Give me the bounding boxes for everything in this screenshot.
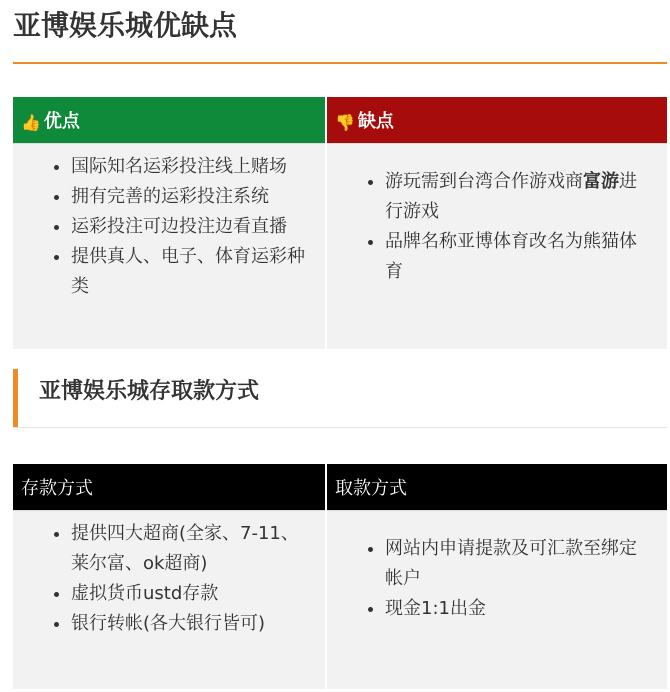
thumbs-up-icon: 👍 — [21, 113, 41, 132]
withdraw-header: 取款方式 — [326, 464, 667, 511]
list-item: • 提供四大超商(全家、7-11、莱尔富、ok超商) — [71, 519, 307, 579]
pros-header — [13, 97, 326, 144]
list-item — [385, 167, 649, 227]
list-item: • 虚拟货币ustd存款 — [71, 579, 307, 609]
list-item-text: 品牌名称亚博体育改名为熊猫体育 — [385, 231, 637, 282]
list-item: • 国际知名运彩投注线上赌场 — [71, 152, 307, 182]
pros-cons-table — [13, 97, 667, 349]
cons-header — [326, 97, 667, 144]
thumbs-down-icon: 👎 — [335, 113, 355, 132]
withdraw-cell — [326, 511, 667, 689]
pros-list — [13, 144, 325, 302]
list-item: • 银行转帐(各大银行皆可) — [71, 609, 307, 639]
deposit-header: 存款方式 — [13, 464, 326, 511]
list-item-bold: 富游 — [583, 171, 619, 192]
payment-methods-table — [13, 464, 667, 689]
cons-cell — [326, 144, 667, 349]
deposit-cell — [13, 511, 326, 689]
list-item: • 拥有完善的运彩投注系统 — [71, 182, 307, 212]
section-heading — [13, 369, 667, 428]
list-item — [385, 227, 649, 287]
deposit-list — [13, 511, 325, 639]
cons-list — [327, 144, 667, 287]
withdraw-list — [327, 511, 667, 624]
list-item: • 网站内申请提款及可汇款至绑定帐户 — [385, 534, 649, 594]
list-item: • 运彩投注可边投注边看直播 — [71, 212, 307, 242]
list-item-text: 游玩需到台湾合作游戏商 — [385, 171, 583, 192]
section-title: 亚博娱乐城存取款方式 — [39, 379, 260, 404]
list-item-text: 进行游戏 — [385, 171, 637, 222]
list-item: • 现金1:1出金 — [385, 594, 649, 624]
pros-header-label: 优点 — [43, 111, 80, 132]
section-accent-bar — [13, 369, 18, 427]
list-item: • 提供真人、电子、体育运彩种类 — [71, 242, 307, 302]
title-divider — [13, 62, 667, 64]
cons-header-label: 缺点 — [357, 111, 394, 132]
pros-cell — [13, 144, 326, 349]
page-title: 亚博娱乐城优缺点 — [13, 9, 238, 42]
